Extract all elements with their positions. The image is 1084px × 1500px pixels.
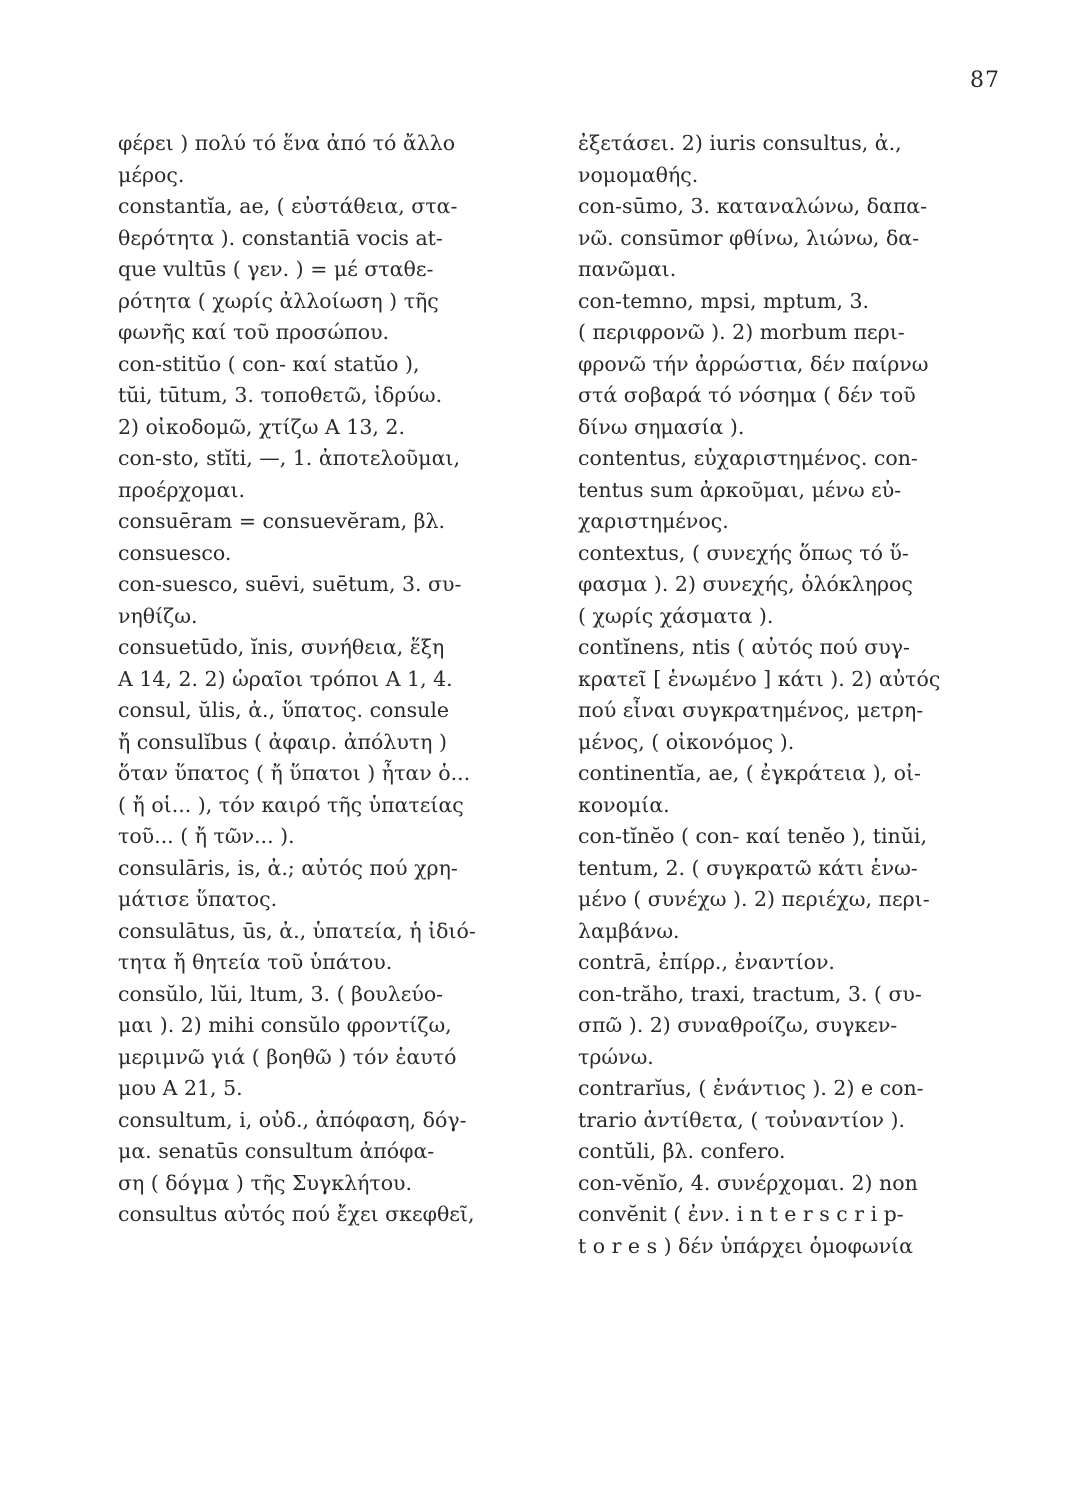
left-column — [118, 128, 548, 1231]
right-column-line: ( χωρίς χάσματα ). — [578, 603, 774, 628]
left-column-line: μα. senatūs consultum ἀπόφα- — [118, 1139, 435, 1163]
left-column-line: con-suesco, suēvi, suētum, 3. συ- — [118, 572, 462, 596]
right-column-line: σπῶ ). 2) συναθροίζω, συγκεν- — [578, 1013, 898, 1037]
right-column-line: t o r e s ) δέν ὑπάρχει ὁμοφωνία — [578, 1233, 913, 1258]
right-column-line: ( περιφρονῶ ). 2) morbum περι- — [578, 320, 905, 344]
right-column-line: πανῶμαι. — [578, 257, 677, 281]
left-column-line: constantĭa, ae, ( εὐστάθεια, στα- — [118, 194, 458, 218]
left-column-line: ὅταν ὕπατος ( ἤ ὕπατοι ) ἦταν ὁ... — [118, 761, 471, 785]
right-column-line: μένος, ( οἰκονόμος ). — [578, 729, 795, 754]
right-column — [578, 128, 1010, 1262]
page-number: 87 — [970, 68, 1000, 93]
left-column-line: consultum, i, οὐδ., ἀπόφαση, δόγ- — [118, 1107, 467, 1132]
left-column-line: consuetūdo, ĭnis, συνήθεια, ἕξη — [118, 635, 445, 659]
left-column-line: φωνῆς καί τοῦ προσώπου. — [118, 320, 390, 344]
right-column-line: φρονῶ τήν ἀρρώστια, δέν παίρνω — [578, 351, 929, 376]
right-column-line: νῶ. consūmor φθίνω, λιώνω, δα- — [578, 225, 920, 250]
right-column-line: con-sūmo, 3. καταναλώνω, δαπα- — [578, 194, 928, 218]
left-column-line: consultus αὐτός πού ἔχει σκεφθεῖ, — [118, 1202, 475, 1226]
right-column-line: con-vĕnĭo, 4. συνέρχομαι. 2) non — [578, 1170, 918, 1195]
left-column-line: consulātus, ūs, ἀ., ὑπατεία, ἡ ἰδιό- — [118, 918, 476, 943]
left-column-line: θερότητα ). constantiā vocis at- — [118, 225, 443, 250]
right-column-line: στά σοβαρά τό νόσημα ( δέν τοῦ — [578, 383, 916, 407]
left-column-line: μέρος. — [118, 162, 185, 187]
right-column-line: contĭnens, ntis ( αὐτός πού συγ- — [578, 635, 910, 659]
left-column-line: con-stitŭo ( con- καί statŭo ), — [118, 351, 420, 376]
right-column-line: τρώνω. — [578, 1044, 654, 1069]
right-column-line: φασμα ). 2) συνεχής, ὁλόκληρος — [578, 572, 913, 596]
left-column-line: consulāris, is, ἀ.; αὐτός πού χρη- — [118, 855, 458, 880]
left-column-line: προέρχομαι. — [118, 477, 246, 502]
right-column-line: contrā, ἐπίρρ., ἐναντίον. — [578, 950, 835, 974]
right-column-line: contentus, εὐχαριστημένος. con- — [578, 446, 918, 470]
left-column-line: μαι ). 2) mihi consŭlo φροντίζω, — [118, 1013, 452, 1037]
left-column-line: consul, ŭlis, ἀ., ὕπατος. consule — [118, 698, 450, 722]
left-column-line: A 14, 2. 2) ὡραῖοι τρόποι A 1, 4. — [118, 666, 453, 691]
right-column-line: κονομία. — [578, 792, 670, 817]
right-column-line: tentus sum ἀρκοῦμαι, μένω εὐ- — [578, 477, 902, 502]
right-column-line: trario ἀντίθετα, ( τοὐναντίον ). — [578, 1107, 905, 1132]
left-column-line: τοῦ... ( ἤ τῶν... ). — [118, 824, 295, 848]
right-column-line: μένο ( συνέχω ). 2) περιέχω, περι- — [578, 887, 930, 911]
right-column-line: con-temno, mpsi, mptum, 3. — [578, 288, 870, 313]
left-column-line: consuēram = consuevĕram, βλ. — [118, 509, 445, 533]
right-column-line: convĕnit ( ἐνν. i n t e r s c r i p- — [578, 1202, 904, 1226]
right-column-line: contrarĭus, ( ἐνάντιος ). 2) e con- — [578, 1076, 924, 1100]
left-column-line: μεριμνῶ γιά ( βοηθῶ ) τόν ἑαυτό — [118, 1044, 457, 1069]
right-column-line: κρατεῖ [ ἑνωμένο ] κάτι ). 2) αὐτός — [578, 666, 941, 691]
left-column-line: consŭlo, lŭi, ltum, 3. ( βουλεύο- — [118, 981, 444, 1006]
right-column-line: δίνω σημασία ). — [578, 414, 745, 439]
left-column-line: ( ἤ οἱ... ), τόν καιρό τῆς ὑπατείας — [118, 792, 464, 817]
right-column-line: tentum, 2. ( συγκρατῶ κάτι ἑνω- — [578, 855, 918, 880]
right-column-line: χαριστημένος. — [578, 509, 729, 533]
left-column-line: νηθίζω. — [118, 603, 198, 628]
right-column-line: contextus, ( συνεχής ὅπως τό ὕ- — [578, 540, 909, 565]
right-column-line: con-tĭnĕo ( con- καί tenĕo ), tinŭi, — [578, 824, 928, 848]
left-column-line: μάτισε ὕπατος. — [118, 887, 278, 911]
left-column-line: que vultūs ( γεν. ) = μέ σταθε- — [118, 257, 434, 281]
left-column-line: ση ( δόγμα ) τῆς Συγκλήτου. — [118, 1170, 413, 1195]
left-column-line: tŭi, tūtum, 3. τοποθετῶ, ἱδρύω. — [118, 383, 443, 407]
left-column-line: 2) οἰκοδομῶ, χτίζω A 13, 2. — [118, 414, 405, 439]
right-column-line: continentĭa, ae, ( ἐγκράτεια ), οἰ- — [578, 761, 921, 785]
right-column-line: νομομαθής. — [578, 162, 699, 187]
left-column-line: ἤ consulĭbus ( ἀφαιρ. ἀπόλυτη ) — [118, 729, 447, 754]
left-column-line: τητα ἤ θητεία τοῦ ὑπάτου. — [118, 950, 393, 974]
right-column-line: πού εἶναι συγκρατημένος, μετρη- — [578, 698, 924, 722]
right-column-line: ἐξετάσει. 2) iuris consultus, ἀ., — [578, 131, 902, 155]
left-column-line: ρότητα ( χωρίς ἀλλοίωση ) τῆς — [118, 288, 439, 313]
left-column-line: μου A 21, 5. — [118, 1076, 243, 1100]
right-column-line: λαμβάνω. — [578, 918, 680, 943]
right-column-line: contŭli, βλ. confero. — [578, 1139, 786, 1163]
left-column-line: consuesco. — [118, 540, 232, 565]
right-column-line: con-trăho, traxi, tractum, 3. ( συ- — [578, 981, 922, 1006]
left-column-line: con-sto, stĭti, —, 1. ἀποτελοῦμαι, — [118, 446, 460, 470]
left-column-line: φέρει ) πολύ τό ἕνα ἀπό τό ἄλλο — [118, 131, 456, 155]
